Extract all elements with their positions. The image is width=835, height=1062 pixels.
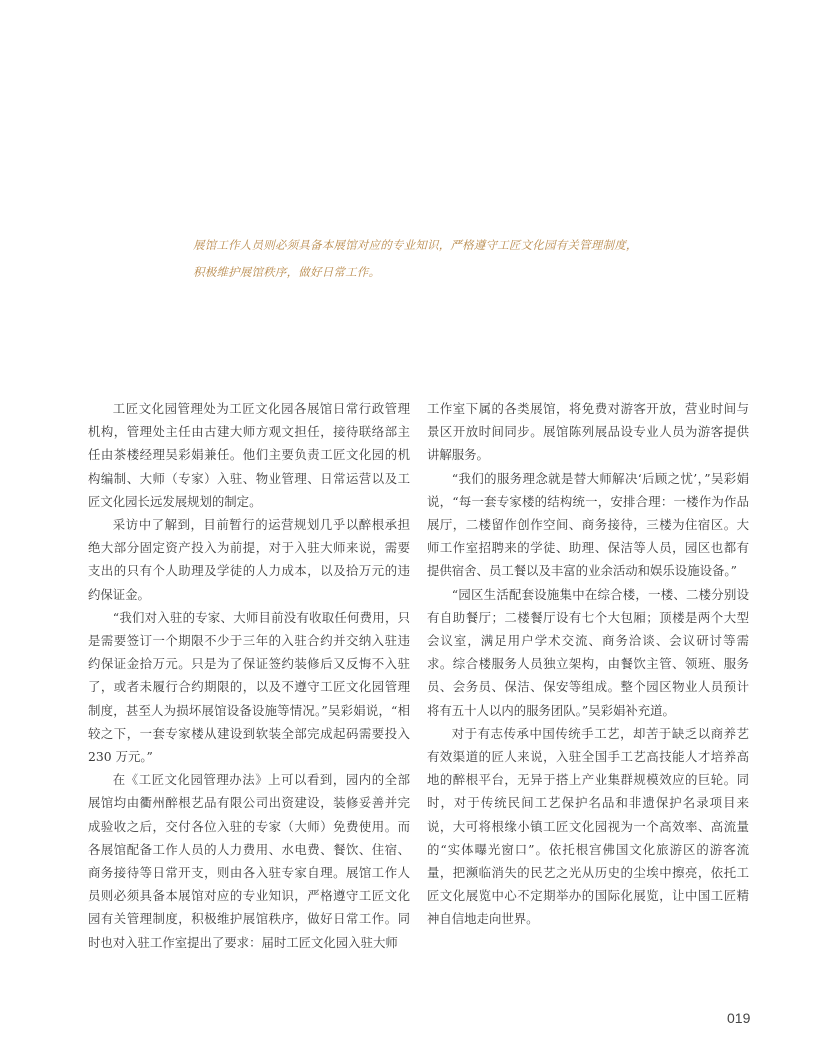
pull-quote-line-1: 展馆工作人员则必须具备本展馆对应的专业知识，严格遵守工匠文化园有关管理制度， [193, 238, 638, 252]
pull-quote [193, 232, 673, 286]
right-column [427, 397, 749, 931]
pull-quote-line-2: 积极维护展馆秩序，做好日常工作。 [193, 265, 381, 279]
paragraph: 工匠文化园管理处为工匠文化园各展馆日常行政管理机构，管理处主任由古建大师方观文担任，接待联络部主任由茶楼经理吴彩娟兼任。他们主要负责工匠文化园的机构编制、大师（专家）入驻、物业管理、日常运营以及工匠文化园长远发展规划的制定。 [88, 401, 410, 509]
paragraph-continued: 工作室下属的各类展馆，将免费对游客开放，营业时间与景区开放时间同步。展馆陈列展品设专业人员为游客提供讲解服务。 [427, 401, 749, 463]
paragraph: 对于有志传承中国传统手工艺，却苦于缺乏以商养艺有效渠道的匠人来说，入驻全国手工艺高技能人才培养高地的醉根平台，无异于搭上产业集群规模效应的巨轮。同时，对于传统民间工艺保护名品和非遗保护名录项目来说，大可将根缘小镇工匠文化园视为一个高效率、高流量的“实体曝光窗口”。依托根宫佛国文化旅游区的游客流量，把濒临消失的民艺之光从历史的尘埃中擦亮，依托工匠文化展览中心不定期举办的国际化展览，让中国工匠精神自信地走向世界。 [427, 725, 749, 927]
paragraph: 在《工匠文化园管理办法》上可以看到，园内的全部展馆均由衢州醉根艺品有限公司出资建设，装修妥善并完成验收之后，交付各位入驻的专家（大师）免费使用。而各展馆配备工作人员的人力费用、水电费、餐饮、住宿、商务接待等日常开支，则由各入驻专家自理。展馆工作人员则必须具备本展馆对应的专业知识，严格遵守工匠文化园有关管理制度，积极维护展馆秩序，做好日常工作。同时也对入驻工作室提出了要求：届时工匠文化园入驻大师 [88, 772, 410, 950]
paragraph: 采访中了解到，目前暂行的运营规划几乎以醉根承担绝大部分固定资产投入为前提，对于入驻大师来说，需要支出的只有个人助理及学徒的人力成本，以及拾万元的违约保证金。 [88, 517, 410, 602]
paragraph: “园区生活配套设施集中在综合楼，一楼、二楼分别设有自助餐厅；二楼餐厅设有七个大包厢；顶楼是两个大型会议室，满足用户学术交流、商务洽谈、会议研讨等需求。综合楼服务人员独立架构，由餐饮主管、领班、服务员、会务员、保洁、保安等组成。整个园区物业人员预计将有五十人以内的服务团队。”吴彩娟补充道。 [427, 586, 749, 718]
page-number: 019 [727, 1010, 751, 1026]
paragraph: “我们对入驻的专家、大师目前没有收取任何费用，只是需要签订一个期限不少于三年的入驻合约并交纳入驻违约保证金拾万元。只是为了保证签约装修后又反悔不入驻了，或者未履行合约期限的，以及不遵守工匠文化园管理制度，甚至人为损坏展馆设备设施等情况。”吴彩娟说，“相较之下，一套专家楼从建设到软装全部完成起码需要投入 230 万元。” [88, 609, 410, 765]
left-column [88, 397, 410, 954]
paragraph: “我们的服务理念就是替大师解决‘后顾之忧’，”吴彩娟说，“每一套专家楼的结构统一，安排合理：一楼作为作品展厅，二楼留作创作空间、商务接待，三楼为住宿区。大师工作室招聘来的学徒、助理、保洁等人员，园区也都有提供宿舍、员工餐以及丰富的业余活动和娱乐设施设备。” [427, 470, 749, 579]
